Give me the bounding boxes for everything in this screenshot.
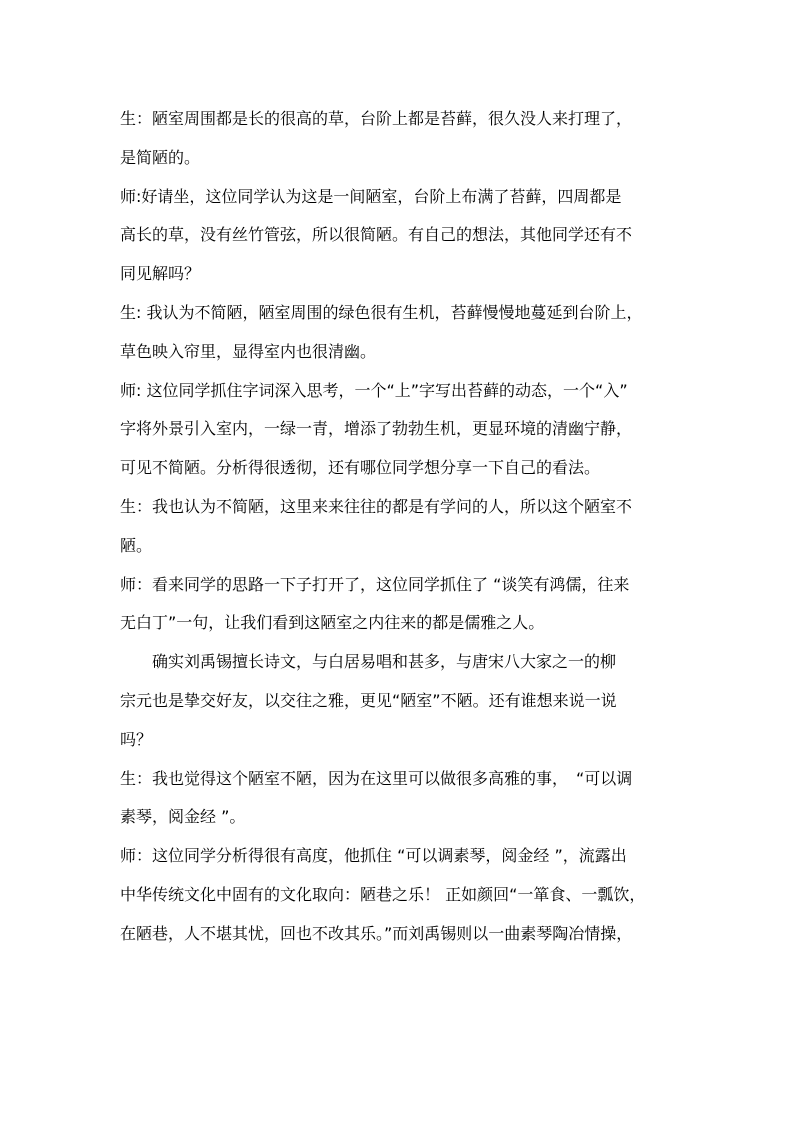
text-line: 确实刘禹锡擅长诗文，与白居易唱和甚多，与唐宋八大家之一的柳 (120, 652, 617, 672)
text-line: 生：我也认为不简陋，这里来来往往的都是有学问的人，所以这个陋室不 (120, 496, 633, 516)
text-line: 师: 这位同学抓住字词深入思考，一个“上”字写出苔藓的动态，一个“入” (120, 380, 628, 400)
text-line: 陋。 (120, 535, 153, 555)
document-body (120, 100, 690, 954)
text-line: 素琴，阅金经 ”。 (120, 807, 246, 827)
text-line: 师：看来同学的思路一下子打开了，这位同学抓住了 “谈笑有鸿儒，往来 (120, 574, 630, 594)
text-line: 生：我也觉得这个陋室不陋，因为在这里可以做很多高雅的事， “可以调 (120, 768, 633, 788)
text-line: 生：陋室周围都是长的很高的草，台阶上都是苔藓，很久没人来打理了， (120, 109, 633, 128)
text-line: 在陋巷，人不堪其忧，回也不改其乐。”而刘禹锡则以一曲素琴陶冶情操， (120, 923, 633, 943)
text-line: 是简陋的。 (120, 147, 201, 167)
text-line: 生: 我认为不简陋，陋室周围的绿色很有生机，苔藓慢慢地蔓延到台阶上， (120, 302, 643, 322)
text-line: 吗？ (120, 729, 153, 749)
text-line: 字将外景引入室内，一绿一青，增添了勃勃生机，更显环境的清幽宁静， (120, 419, 633, 439)
text-line: 高长的草，没有丝竹管弦，所以很简陋。有自己的想法，其他同学还有不 (120, 225, 633, 245)
text-line: 宗元也是挚交好友，以交往之雅，更见“陋室”不陋。还有谁想来说一说 (120, 690, 617, 710)
text-line: 中华传统文化中固有的文化取向：陋巷之乐！ 正如颜回“一箪食、一瓢饮， (120, 884, 646, 904)
text-line: 草色映入帘里，显得室内也很清幽。 (120, 341, 377, 361)
text-line: 同见解吗？ (120, 264, 201, 284)
text-line: 可见不简陋。分析得很透彻，还有哪位同学想分享一下自己的看法。 (120, 458, 601, 478)
text-line: 师:好请坐，这位同学认为这是一间陋室，台阶上布满了苔藓，四周都是 (120, 186, 622, 206)
text-line: 师：这位同学分析得很有高度，他抓住 “可以调素琴，阅金经 ”，流露出 (120, 846, 627, 866)
text-line: 无白丁”一句，让我们看到这陋室之内往来的都是儒雅之人。 (120, 613, 545, 633)
